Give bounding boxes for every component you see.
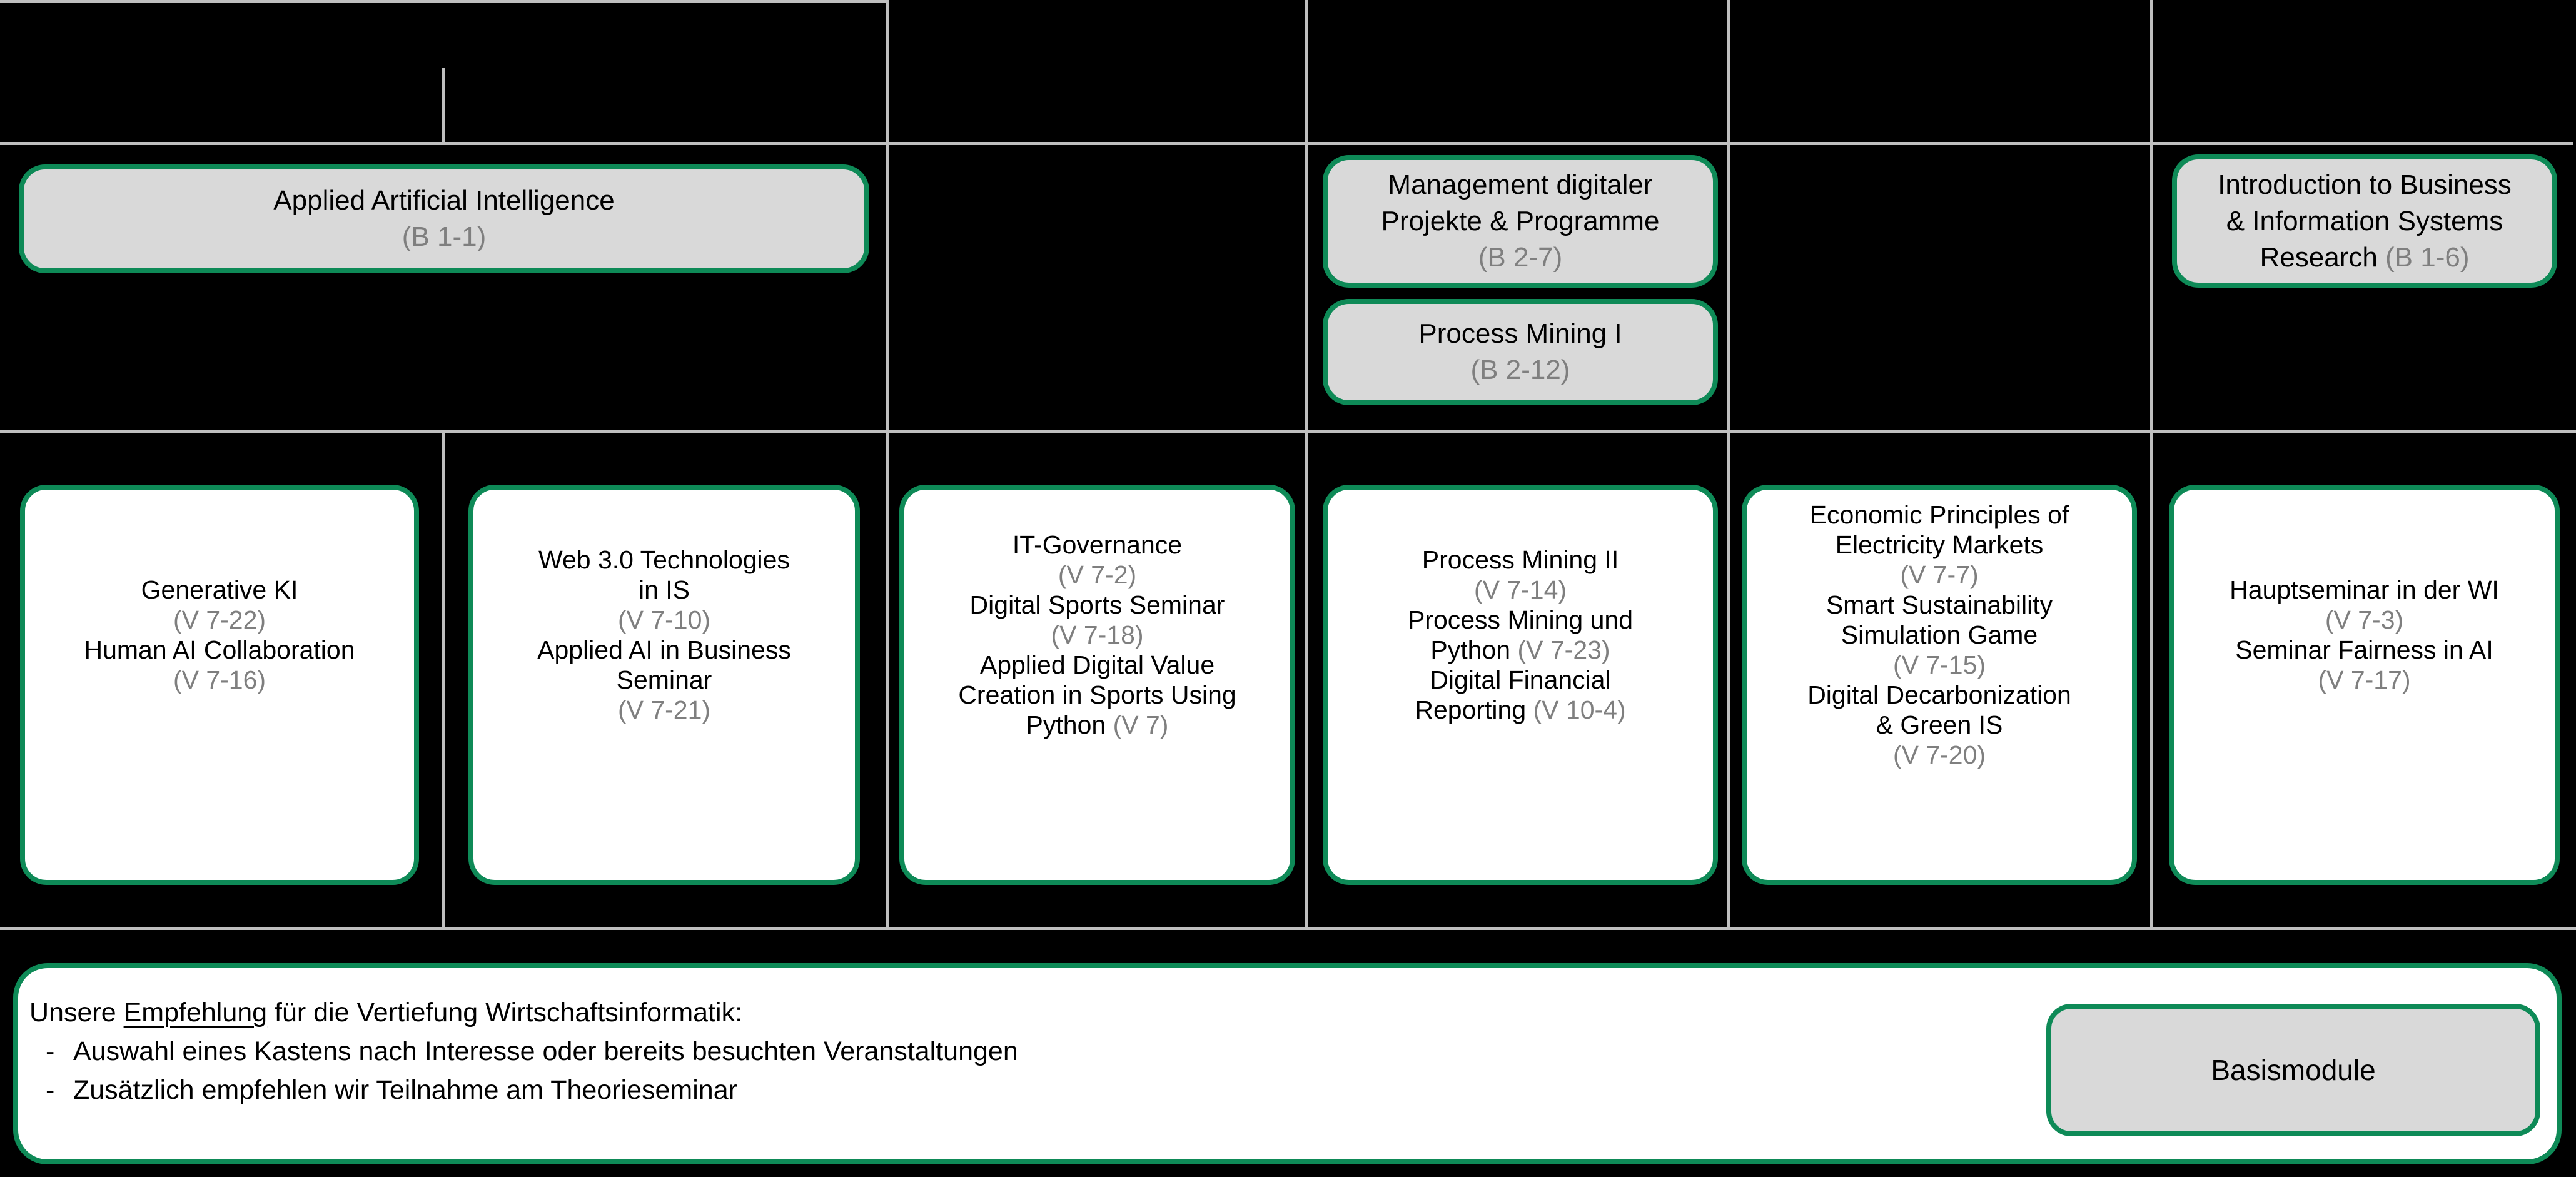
grid-line-horizontal [0, 142, 2573, 145]
recommendation-intro-underlined: Empfehlung [123, 998, 268, 1028]
grid-line-vertical [442, 430, 445, 930]
grid-line-vertical [1727, 0, 1730, 930]
basismodule-box [2046, 1004, 2540, 1136]
module-text-line: Applied AI in Business [537, 635, 791, 664]
module-text-line: (V 7-21) [617, 695, 711, 724]
module-box-process-mining-1 [1323, 299, 1718, 405]
module-text-line: (V 7-17) [2318, 665, 2411, 694]
module-box-it-governance [899, 485, 1295, 885]
module-text-line: Seminar [616, 665, 712, 694]
module-text-line: (B 1-1) [402, 221, 487, 252]
module-text-line: Process Mining II [1422, 545, 1619, 574]
grid-line-vertical [2150, 0, 2153, 930]
module-text-line: (V 7-2) [1058, 560, 1137, 589]
module-text-line: (V 7-7) [1900, 560, 1979, 589]
grid-line-vertical [442, 68, 445, 145]
module-text-line: (V 7-18) [1051, 620, 1144, 649]
module-text-line: (V 7-3) [2325, 605, 2404, 634]
bullet-text: Zusätzlich empfehlen wir Teilnahme am Theorieseminar [73, 1075, 737, 1105]
bullet-marker: - [46, 1036, 55, 1066]
module-text-line: Digital Decarbonization [1807, 680, 2071, 709]
module-text-line: Web 3.0 Technologies [538, 545, 790, 574]
module-text-line: Applied Digital Value [979, 650, 1215, 679]
module-text-line: (B 2-12) [1470, 355, 1570, 385]
module-text-line: (B 2-7) [1478, 242, 1563, 273]
module-text-line: Python (V 7) [1026, 710, 1169, 739]
grid-line-vertical [886, 0, 889, 930]
grid-line-vertical [1305, 0, 1308, 930]
module-box-process-mining-2 [1323, 485, 1718, 885]
bullet-text: Auswahl eines Kastens nach Interesse oder bereits besuchten Veranstaltungen [73, 1036, 1018, 1066]
module-text-line: Generative KI [141, 575, 298, 604]
module-text-line: (V 7-14) [1473, 575, 1567, 604]
module-text-line: (V 7-15) [1892, 650, 1986, 679]
module-text-line: Applied Artificial Intelligence [273, 185, 615, 216]
grid-line-horizontal [0, 927, 2576, 930]
module-text-line: Economic Principles of [1809, 500, 2069, 529]
module-text-line: Introduction to Business [2218, 169, 2512, 200]
module-text-line: Management digitaler [1388, 169, 1653, 200]
module-text-line: & Information Systems [2226, 205, 2503, 236]
module-text-line: Creation in Sports Using [958, 680, 1236, 709]
module-text-line: Electricity Markets [1835, 530, 2044, 559]
module-text-line: (V 7-16) [173, 665, 266, 694]
module-box-management-digitaler-projekte [1323, 155, 1718, 288]
module-text-line: Seminar Fairness in AI [2235, 635, 2493, 664]
module-box-applied-artificial-intelligence [19, 164, 869, 273]
recommendation-intro-suffix: für die Vertiefung Wirtschaftsinformatik: [267, 998, 743, 1028]
module-text-line: Reporting (V 10-4) [1415, 695, 1626, 724]
bullet-marker: - [46, 1075, 55, 1105]
module-box-hauptseminar-wi [2169, 485, 2560, 885]
module-text-line: (V 7-20) [1892, 740, 1986, 769]
basismodule-label: Basismodule [2211, 1054, 2376, 1086]
module-text-line: Process Mining und [1407, 605, 1634, 634]
recommendation-intro-prefix: Unsere [29, 998, 124, 1028]
grid-line-horizontal [0, 0, 889, 3]
module-text-line: Hauptseminar in der WI [2230, 575, 2499, 604]
module-text-line: Research (B 1-6) [2260, 241, 2470, 273]
module-text-line: Digital Sports Seminar [969, 590, 1225, 619]
module-text-line: Process Mining I [1418, 318, 1622, 349]
module-text-line: (V 7-22) [173, 605, 266, 634]
grid-line-horizontal [0, 430, 2576, 433]
module-box-electricity-markets [1742, 485, 2137, 885]
module-text-line: Python (V 7-23) [1430, 635, 1610, 664]
module-text-line: Digital Financial [1430, 665, 1611, 694]
module-box-introduction-to-bis-research [2172, 154, 2557, 288]
module-text-line: IT-Governance [1012, 530, 1183, 559]
module-text-line: Smart Sustainability [1826, 590, 2053, 619]
module-text-line: & Green IS [1876, 710, 2003, 739]
module-box-web3-technologies [468, 485, 860, 885]
module-text-line: in IS [638, 575, 690, 604]
module-text-line: Simulation Game [1841, 620, 2038, 649]
module-text-line: Human AI Collaboration [84, 635, 355, 664]
module-text-line: (V 7-10) [617, 605, 711, 634]
module-text-line: Projekte & Programme [1381, 206, 1660, 236]
module-box-generative-ki [20, 485, 419, 885]
